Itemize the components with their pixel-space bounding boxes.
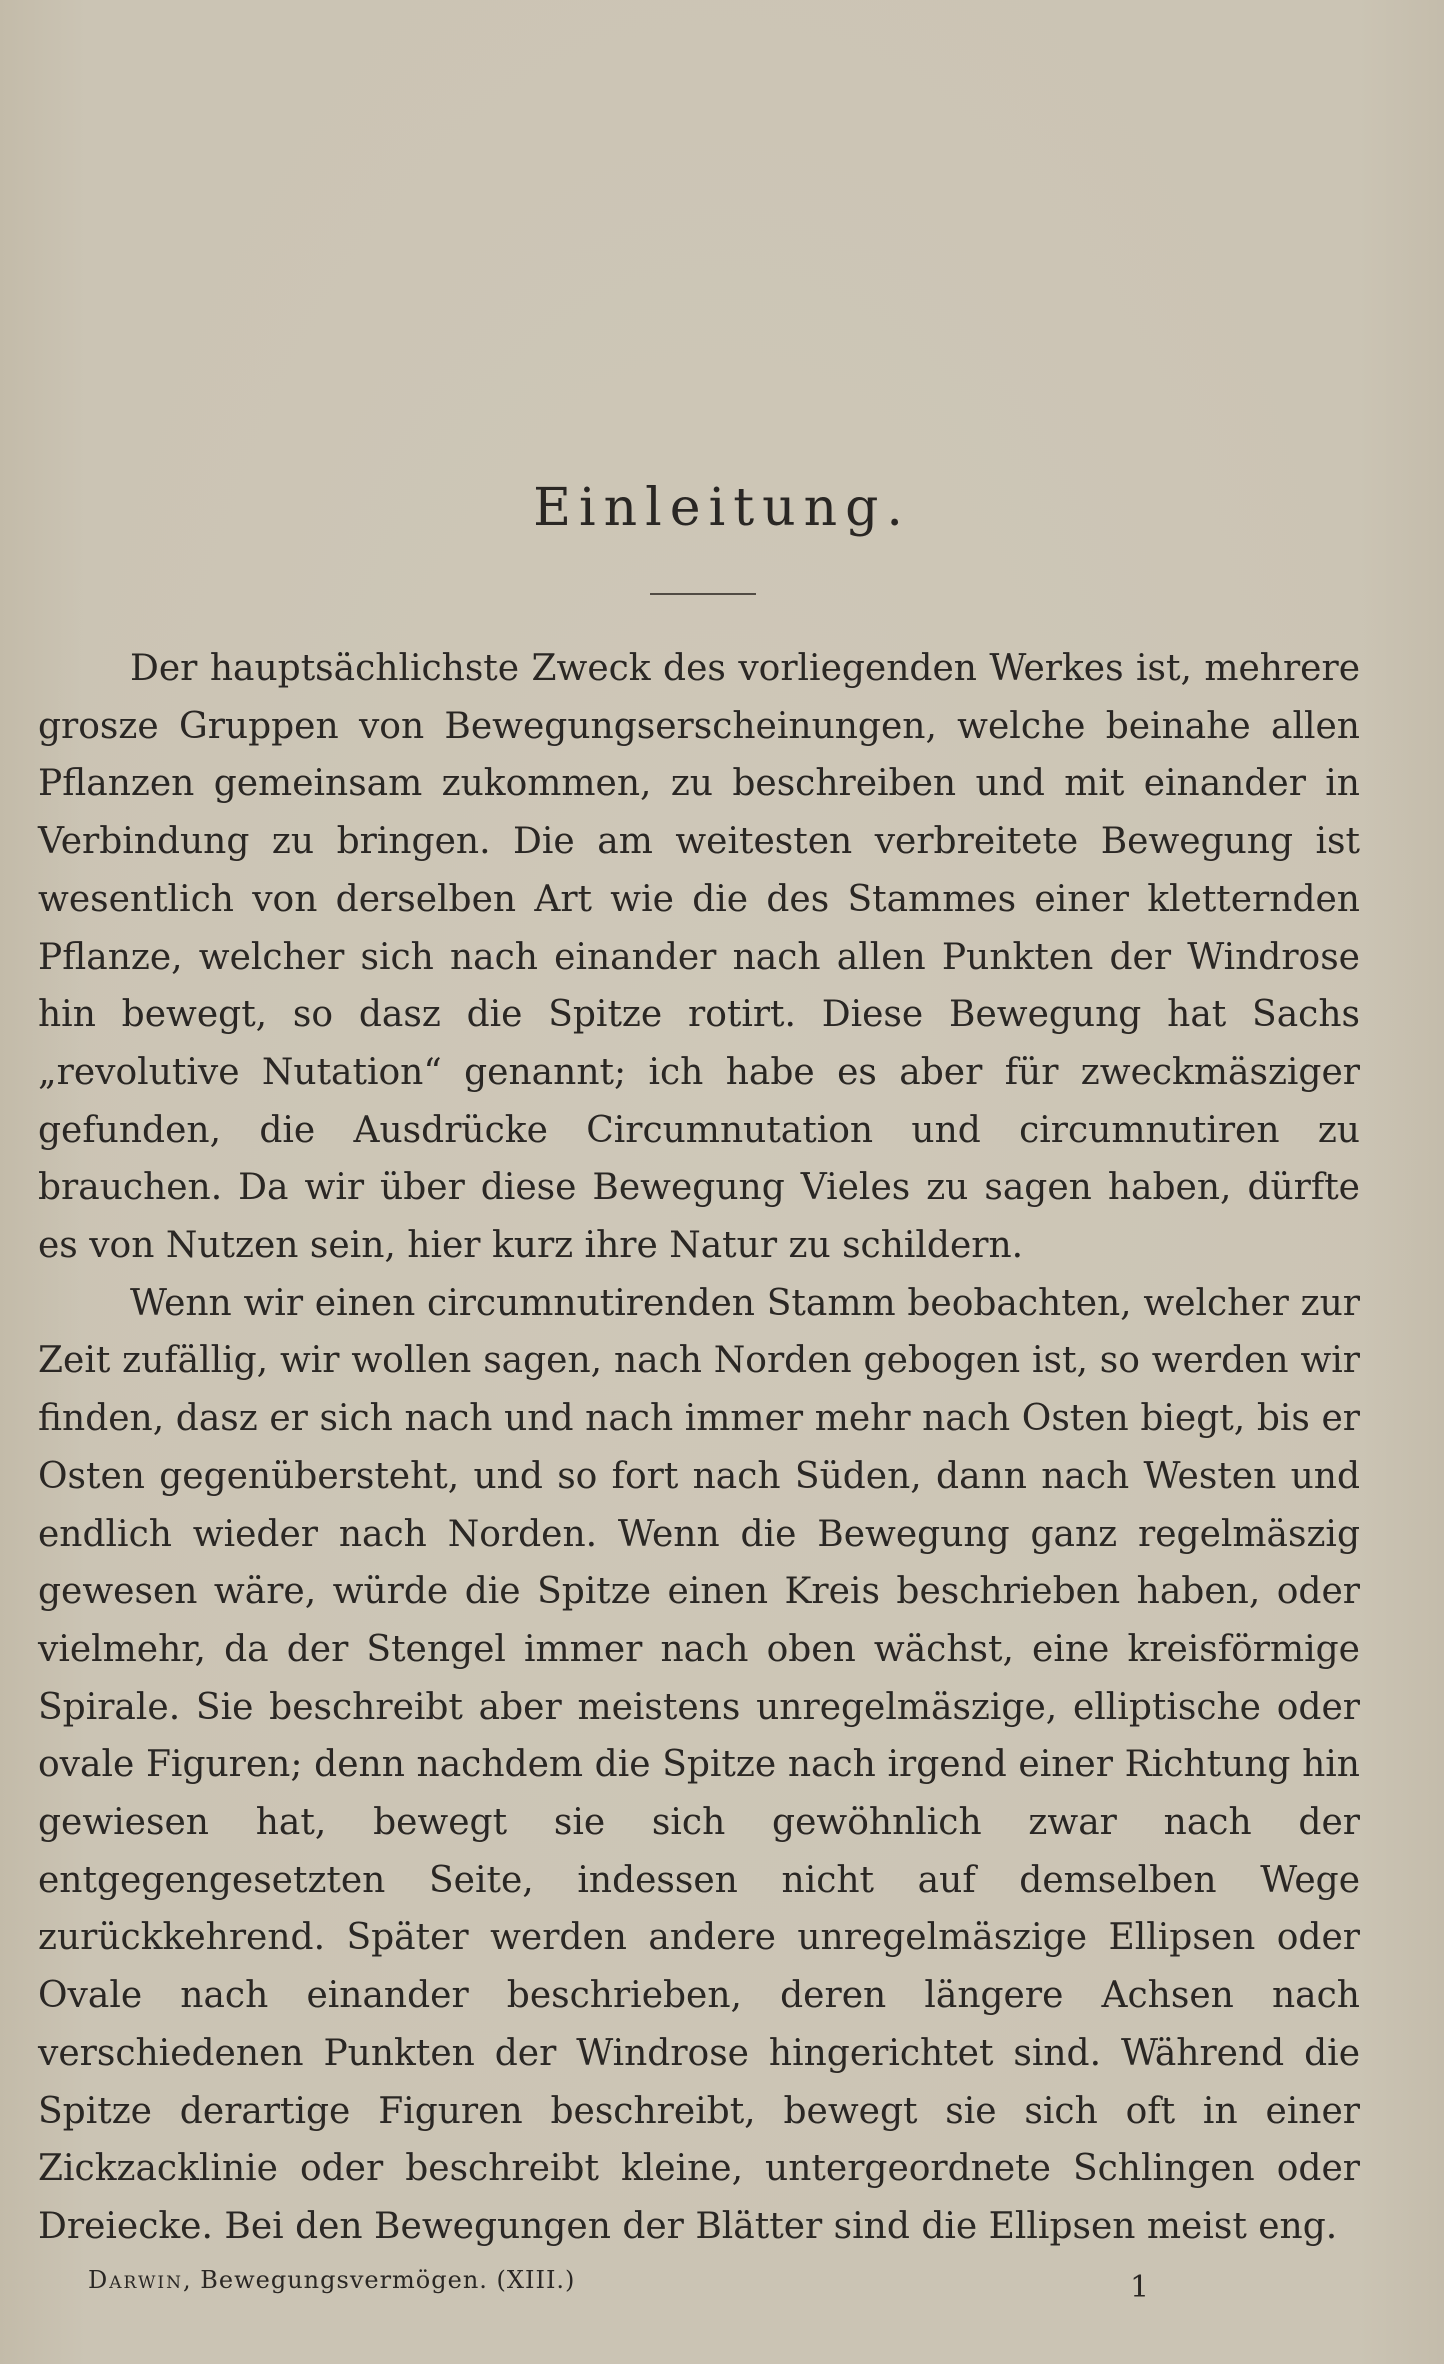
body-text	[38, 640, 1360, 2256]
page-number: 1	[1130, 2270, 1150, 2305]
footer-author: Darwin	[88, 2266, 184, 2294]
page-footer	[88, 2266, 1158, 2294]
title-divider	[650, 593, 756, 595]
chapter-title: Einleitung.	[533, 478, 911, 538]
paragraph-2: Wenn wir einen circumnutirenden Stamm beobachten, welcher zur Zeit zufällig, wir wollen sagen, nach Norden gebogen ist, so werden wir finden, dasz er sich nach und nach immer mehr nach Osten biegt, bis er Osten gegenübersteht, und so fort nach Süden, dann nach Westen und endlich wieder nach Norden. Wenn die Bewegung ganz regelmäszig gewesen wäre, würde die Spitze einen Kreis beschrieben haben, oder vielmehr, da der Stengel immer nach oben wächst, eine kreisförmige Spirale. Sie beschreibt aber meistens unregelmäszige, elliptische oder ovale Figuren; denn nachdem die Spitze nach irgend einer Richtung hin gewiesen hat, bewegt sie sich gewöhnlich zwar nach der entgegengesetzten Seite, indessen nicht auf demselben Wege zurückkehrend. Später werden andere unregelmäszige Ellipsen oder Ovale nach einander beschrieben, deren längere Achsen nach verschiedenen Punkten der Windrose hingerichtet sind. Während die Spitze derartige Figuren beschreibt, bewegt sie sich oft in einer Zickzacklinie oder beschreibt kleine, untergeordnete Schlingen oder Dreiecke. Bei den Bewegungen der Blätter sind die Ellipsen meist eng.	[38, 1282, 1360, 2247]
paragraph-1: Der hauptsächlichste Zweck des vorliegenden Werkes ist, mehrere grosze Gruppen von Bewegungserscheinungen, welche beinahe allen Pflanzen gemeinsam zukommen, zu beschreiben und mit einander in Verbindung zu bringen. Die am weitesten verbreitete Bewegung ist wesentlich von derselben Art wie die des Stammes einer kletternden Pflanze, welcher sich nach einander nach allen Punkten der Windrose hin bewegt, so dasz die Spitze rotirt. Diese Bewegung hat Sachs „revolutive Nutation“ genannt; ich habe es aber für zweckmäsziger gefunden, die Ausdrücke Circumnutation und circumnutiren zu brauchen. Da wir über diese Bewegung Vieles zu sagen haben, dürfte es von Nutzen sein, hier kurz ihre Natur zu schildern.	[38, 648, 1360, 1267]
footer-book-info: , Bewegungsvermögen. (XIII.)	[183, 2266, 576, 2294]
